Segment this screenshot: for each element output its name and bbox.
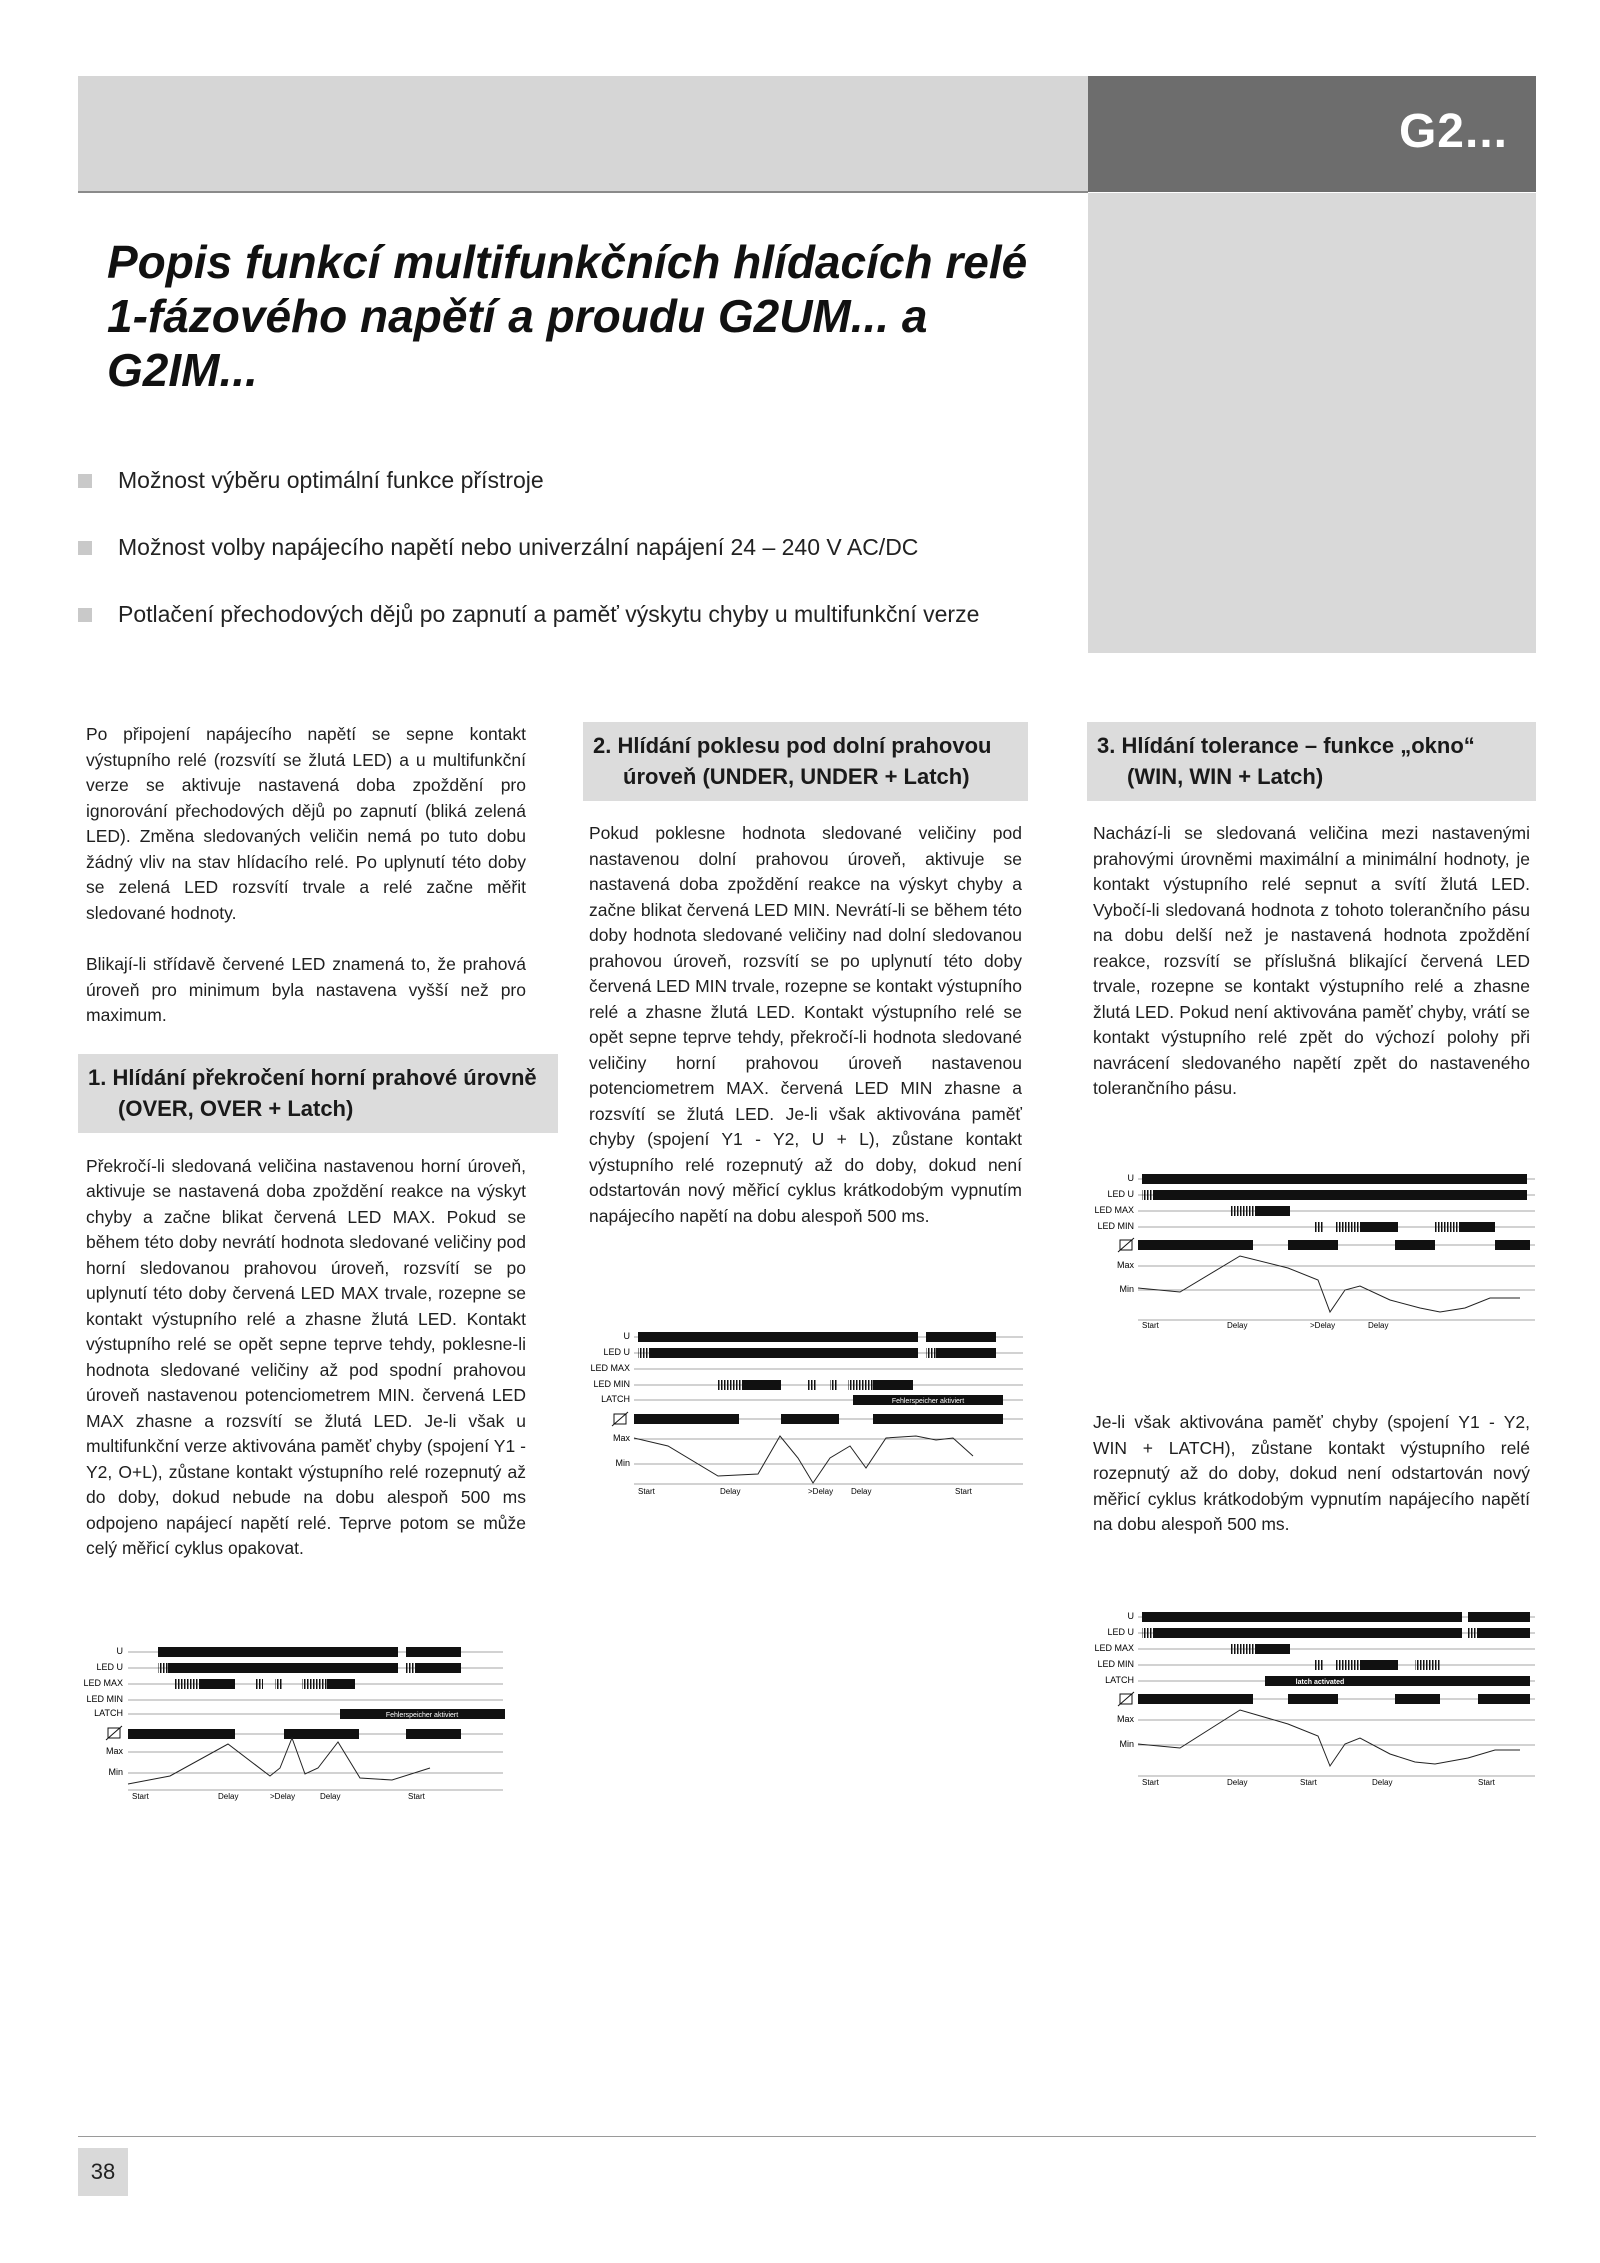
header-side-panel bbox=[1088, 193, 1536, 653]
intro-paragraph-led: Blikají-li střídavě červené LED znamená to, že prahová úroveň pro minimum byla nastavena vyšší než pro maximum. bbox=[86, 954, 526, 1025]
section-text-over: Překročí-li sledovaná veličina nastavenou horní úroveň, aktivuje se nastavená doba zpoždění reakce na výskyt chyby a začne blikat červená LED MAX. Pokud se během této doby nevrátí hodnota sledované veličiny pod horní sledovanou prahovou úroveň, rozsvítí se po uplynutí této doby červená LED MAX trvale, rozepne se kontakt výstupního relé a zhasne žlutá LED. Kontakt výstupního relé se opět sepne teprve tehdy, poklesne-li hodnota sledované veličiny až pod spodní prahovou úroveň nastavenou potenciometrem MIN. červená LED MAX zhasne a rozsvítí se žlutá LED. Je-li však u multifunkční verze aktivována paměť chyby (spojení Y1 - Y2, O+L), zůstane kontakt výstupního relé rozepnutý až do doby, dokud nebude na dobu alespoň 500 ms odpojeno napájecí napětí relé. Teprve potom se může celý měřicí cyklus opakovat. bbox=[86, 1155, 526, 1558]
tick-gt-delay: >Delay bbox=[1310, 1321, 1336, 1330]
lane-led-min bbox=[86, 1694, 503, 1704]
label-led-u: LED U bbox=[603, 1347, 630, 1357]
section-text-win-latch: Je-li však aktivována paměť chyby (spojení Y1 - Y2, WIN + LATCH), zůstane kontakt výstupního relé rozepnutý až do doby, dokud není odstartován nový měřicí cyklus krátkodobým vypnutím napájecího napětí na dobu alespoň 500 ms. bbox=[1093, 1412, 1530, 1534]
diagram-under-svg bbox=[568, 1318, 1038, 1538]
label-min: Min bbox=[108, 1767, 123, 1777]
lane-led-u bbox=[96, 1662, 503, 1673]
label-led-min: LED MIN bbox=[1097, 1221, 1134, 1231]
page-title: Popis funkcí multifunkčních hlídacích relé 1-fázového napětí a proudu G2UM... a G2IM... bbox=[107, 236, 1028, 396]
tick-start: Start bbox=[1142, 1321, 1159, 1330]
label-led-max: LED MAX bbox=[1094, 1205, 1134, 1215]
bullet-square-icon bbox=[78, 541, 92, 555]
column-right bbox=[1087, 722, 1536, 1102]
label-max: Max bbox=[1116, 1260, 1134, 1270]
label-led-max: LED MAX bbox=[1094, 1643, 1134, 1653]
page-number: 38 bbox=[90, 2159, 116, 2184]
tick-delay: Delay bbox=[1227, 1321, 1248, 1330]
label-led-u: LED U bbox=[1107, 1189, 1134, 1199]
product-code: G2... bbox=[1398, 105, 1508, 158]
page-number-box bbox=[78, 2148, 128, 2196]
tick-start: Start bbox=[1142, 1778, 1159, 1787]
tick-delay-2: Delay bbox=[851, 1487, 872, 1496]
label-led-u: LED U bbox=[96, 1662, 123, 1672]
lane-latch bbox=[94, 1708, 505, 1719]
bullet-square-icon bbox=[78, 474, 92, 488]
column-left bbox=[86, 722, 537, 1562]
label-min: Min bbox=[615, 1458, 630, 1468]
diagram-over-svg bbox=[70, 1618, 520, 1838]
diagram-win-svg bbox=[1090, 1160, 1540, 1360]
feature-item bbox=[78, 532, 979, 599]
column-middle bbox=[583, 722, 1028, 1229]
label-led-max: LED MAX bbox=[590, 1363, 630, 1373]
diagram-win-latch-svg bbox=[1090, 1598, 1540, 1818]
header-divider bbox=[78, 191, 1088, 193]
timing-diagram-win bbox=[1090, 1160, 1540, 1360]
footer-divider bbox=[78, 2136, 1536, 2137]
label-led-min: LED MIN bbox=[86, 1694, 123, 1704]
tick-start: Start bbox=[132, 1792, 149, 1801]
latch-note: Fehlerspeicher aktiviert bbox=[891, 1398, 965, 1405]
label-led-max: LED MAX bbox=[83, 1678, 123, 1688]
section-heading-under: 2. Hlídání poklesu pod dolní prahovou úroveň (UNDER, UNDER + Latch) bbox=[583, 722, 1028, 801]
tick-delay: Delay bbox=[1227, 1778, 1248, 1787]
label-led-min: LED MIN bbox=[593, 1379, 630, 1389]
label-latch: LATCH bbox=[1105, 1675, 1134, 1685]
label-u: U bbox=[623, 1331, 630, 1341]
lane-u bbox=[117, 1646, 504, 1657]
tick-gt-delay: >Delay bbox=[808, 1487, 834, 1496]
label-max: Max bbox=[1116, 1714, 1134, 1724]
tick-start-2: Start bbox=[955, 1487, 972, 1496]
label-min: Min bbox=[1119, 1284, 1134, 1294]
feature-item bbox=[78, 599, 979, 666]
label-latch: LATCH bbox=[601, 1394, 630, 1404]
tick-delay: Delay bbox=[720, 1487, 741, 1496]
section-heading-over: 1. Hlídání překročení horní prahové úrovně (OVER, OVER + Latch) bbox=[78, 1054, 558, 1133]
tick-delay-2: Delay bbox=[1368, 1321, 1389, 1330]
section-text-under: Pokud poklesne hodnota sledované veličiny pod nastavenou dolní prahovou úroveň, aktivuje se nastavená doba zpoždění reakce na výskyt chyby a začne blikat červená LED MIN. Nevrátí-li se během této doby hodnota sledované veličiny nad dolní sledovanou prahovou úroveň, rozsvítí se po uplynutí této doby červená LED MIN trvale, rozepne se kontakt výstupního relé a zhasne žlutá LED. Kontakt výstupního relé se opět sepne teprve tehdy, překročí-li hodnota sledované veličiny horní prahovou úroveň nastavenou potenciometrem MAX. červená LED MIN zhasne a rozsvítí se žlutá LED. Je-li však aktivována paměť chyby (spojení Y1 - Y2, U + L), zůstane kontakt výstupního relé rozepnutý až do doby, dokud není odstartován nový měřicí cyklus krátkodobým vypnutím napájecího napětí na dobu alespoň 500 ms. bbox=[589, 823, 1022, 1226]
intro-paragraph: Po připojení napájecího napětí se sepne kontakt výstupního relé (rozsvítí se žlutá LED) a u multifunkční verze se aktivuje nastavená doba zpoždění pro ignorování přechodových dějů po zapnutí (bliká zelená LED). Změna sledovaných veličin nemá po tuto dobu žádný vliv na stav hlídacího relé. Po uplynutí této doby se zelená LED rozsvítí trvale a relé začne měřit sledované hodnoty. bbox=[86, 724, 526, 923]
tick-delay-2: Delay bbox=[320, 1792, 341, 1801]
label-max: Max bbox=[105, 1746, 123, 1756]
lane-relay bbox=[106, 1726, 503, 1740]
label-led-min: LED MIN bbox=[1097, 1659, 1134, 1669]
label-led-u: LED U bbox=[1107, 1627, 1134, 1637]
analog-plot bbox=[106, 1738, 503, 1801]
tick-delay: Delay bbox=[218, 1792, 239, 1801]
bullet-square-icon bbox=[78, 608, 92, 622]
tick-gt-delay: >Delay bbox=[270, 1792, 296, 1801]
timing-diagram-win-latch bbox=[1090, 1598, 1540, 1818]
tick-delay-2: Delay bbox=[1372, 1778, 1393, 1787]
tick-start: Start bbox=[638, 1487, 655, 1496]
latch-note: Fehlerspeicher aktiviert bbox=[385, 1712, 459, 1719]
tick-start-2: Start bbox=[1300, 1778, 1317, 1787]
product-code-box bbox=[1088, 76, 1536, 192]
label-latch: LATCH bbox=[94, 1708, 123, 1718]
timing-diagram-over bbox=[70, 1618, 520, 1838]
feature-text: Potlačení přechodových dějů po zapnutí a paměť výskytu chyby u multifunkční verze bbox=[118, 601, 980, 627]
lane-led-max bbox=[83, 1678, 503, 1689]
column-right-latch bbox=[1093, 1410, 1530, 1538]
tick-start-2: Start bbox=[408, 1792, 425, 1801]
label-max: Max bbox=[612, 1433, 630, 1443]
label-u: U bbox=[1127, 1611, 1134, 1621]
header-bar bbox=[78, 76, 1088, 192]
tick-start-3: Start bbox=[1478, 1778, 1495, 1787]
feature-text: Možnost výběru optimální funkce přístroje bbox=[118, 467, 544, 493]
feature-text: Možnost volby napájecího napětí nebo univerzální napájení 24 – 240 V AC/DC bbox=[118, 534, 919, 560]
label-u: U bbox=[116, 1646, 123, 1656]
label-min: Min bbox=[1119, 1739, 1134, 1749]
section-text-win: Nachází-li se sledovaná veličina mezi nastavenými prahovými úrovněmi maximální a minimální hodnoty, je kontakt výstupního relé sepnut a svítí žlutá LED. Vybočí-li sledovaná hodnota z tohoto tolerančního pásu na dobu delší než je nastavená hodnota zpoždění reakce, rozsvítí se příslušná blikající červená LED trvale, rozepne se kontakt výstupního relé a zhasne žlutá LED. Pokud není aktivována paměť chyby, vrátí se kontakt výstupního relé zpět do výchozí polohy při navrácení sledovaného napětí zpět do nastaveného tolerančního pásu. bbox=[1093, 823, 1530, 1098]
latch-note: latch activated bbox=[1295, 1679, 1345, 1686]
feature-list bbox=[78, 465, 979, 666]
label-u: U bbox=[1127, 1173, 1134, 1183]
section-heading-win: 3. Hlídání tolerance – funkce „okno“ (WIN, WIN + Latch) bbox=[1087, 722, 1536, 801]
feature-item bbox=[78, 465, 979, 532]
timing-diagram-under bbox=[568, 1318, 1038, 1538]
